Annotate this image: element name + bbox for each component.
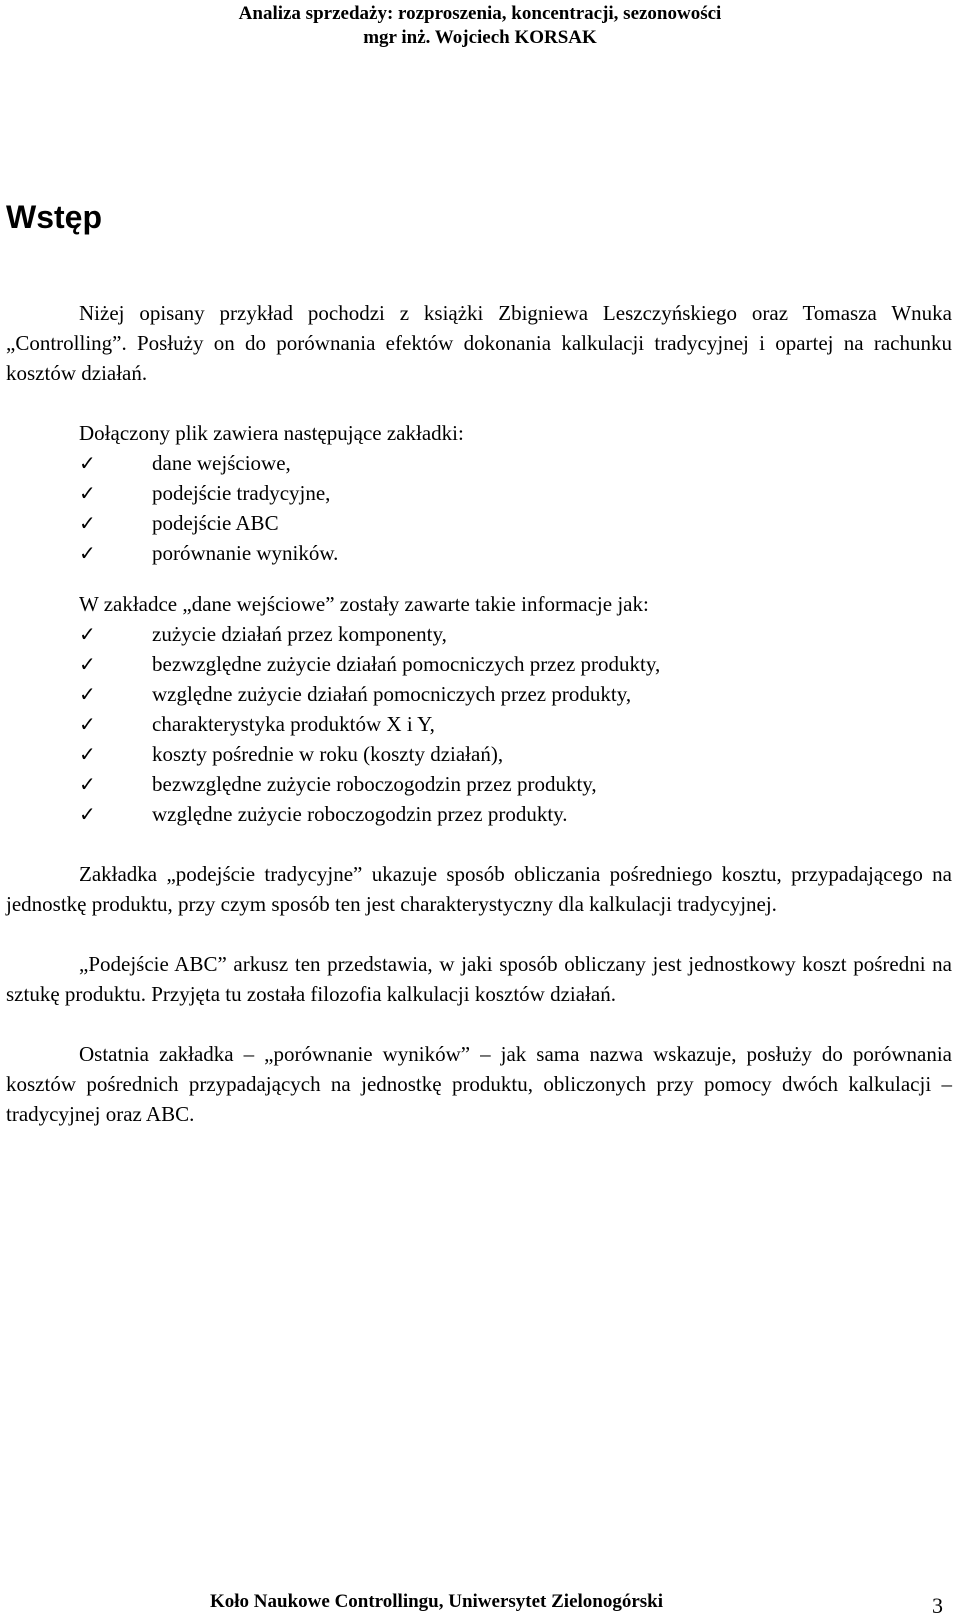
page-number: 3 — [932, 1593, 943, 1618]
header-title: Analiza sprzedaży: rozproszenia, koncentracji, sezonowości — [238, 3, 722, 24]
tabs-list — [6, 448, 952, 568]
check-icon: ✓ — [79, 541, 96, 565]
tabs-list-intro: Dołączony plik zawiera następujące zakładki: — [79, 421, 464, 445]
list-item: ✓ dane wejściowe, — [79, 448, 952, 478]
check-icon: ✓ — [79, 652, 96, 676]
list-item: ✓ charakterystyka produktów X i Y, — [79, 709, 952, 739]
check-icon: ✓ — [79, 742, 96, 766]
list-item: ✓ bezwzględne zużycie działań pomocniczych przez produkty, — [79, 649, 952, 679]
comparison-paragraph: Ostatnia zakładka – „porównanie wyników” – jak sama nazwa wskazuje, posłuży do porównania kosztów pośrednich przypadających na jednostkę produktu, obliczonych przy pomocy dwóch kalkulacji – tradycyjnej oraz ABC. — [6, 1042, 952, 1126]
intro-paragraph: Niżej opisany przykład pochodzi z książki Zbigniewa Leszczyńskiego oraz Tomasza Wnuka „Controlling”. Posłuży on do porównania efektów dokonania kalkulacji tradycyjnej i opartej na rachunku kosztów działań. — [6, 301, 952, 385]
check-icon: ✓ — [79, 451, 96, 475]
list-item: ✓ podejście ABC — [79, 508, 952, 538]
footer-text: Koło Naukowe Controllingu, Uniwersytet Zielonogórski — [210, 1591, 664, 1612]
check-icon: ✓ — [79, 772, 96, 796]
list-item: ✓ podejście tradycyjne, — [79, 478, 952, 508]
check-icon: ✓ — [79, 481, 96, 505]
list-item: ✓ zużycie działań przez komponenty, — [79, 619, 952, 649]
list-item: ✓ bezwzględne zużycie roboczogodzin przez produkty, — [79, 769, 952, 799]
page-header — [0, 2, 960, 50]
list-item: ✓ koszty pośrednie w roku (koszty działań), — [79, 739, 952, 769]
check-icon: ✓ — [79, 511, 96, 535]
list-item: ✓ względne zużycie działań pomocniczych przez produkty, — [79, 679, 952, 709]
check-icon: ✓ — [79, 712, 96, 736]
input-data-list-intro: W zakładce „dane wejściowe” zostały zawarte takie informacje jak: — [79, 592, 649, 616]
check-icon: ✓ — [79, 802, 96, 826]
header-author: mgr inż. Wojciech KORSAK — [363, 27, 597, 48]
document-body — [6, 298, 952, 1129]
input-data-list — [6, 619, 952, 829]
list-item: ✓ względne zużycie roboczogodzin przez produkty. — [79, 799, 952, 829]
check-icon: ✓ — [79, 622, 96, 646]
section-title: Wstęp — [6, 199, 102, 235]
list-item: ✓ porównanie wyników. — [79, 538, 952, 568]
check-icon: ✓ — [79, 682, 96, 706]
traditional-approach-paragraph: Zakładka „podejście tradycyjne” ukazuje sposób obliczania pośredniego kosztu, przypadającego na jednostkę produktu, przy czym sposób ten jest charakterystyczny dla kalkulacji tradycyjnej. — [6, 862, 952, 916]
abc-approach-paragraph: „Podejście ABC” arkusz ten przedstawia, w jaki sposób obliczany jest jednostkowy koszt pośredni na sztukę produktu. Przyjęta tu została filozofia kalkulacji kosztów działań. — [6, 952, 952, 1006]
